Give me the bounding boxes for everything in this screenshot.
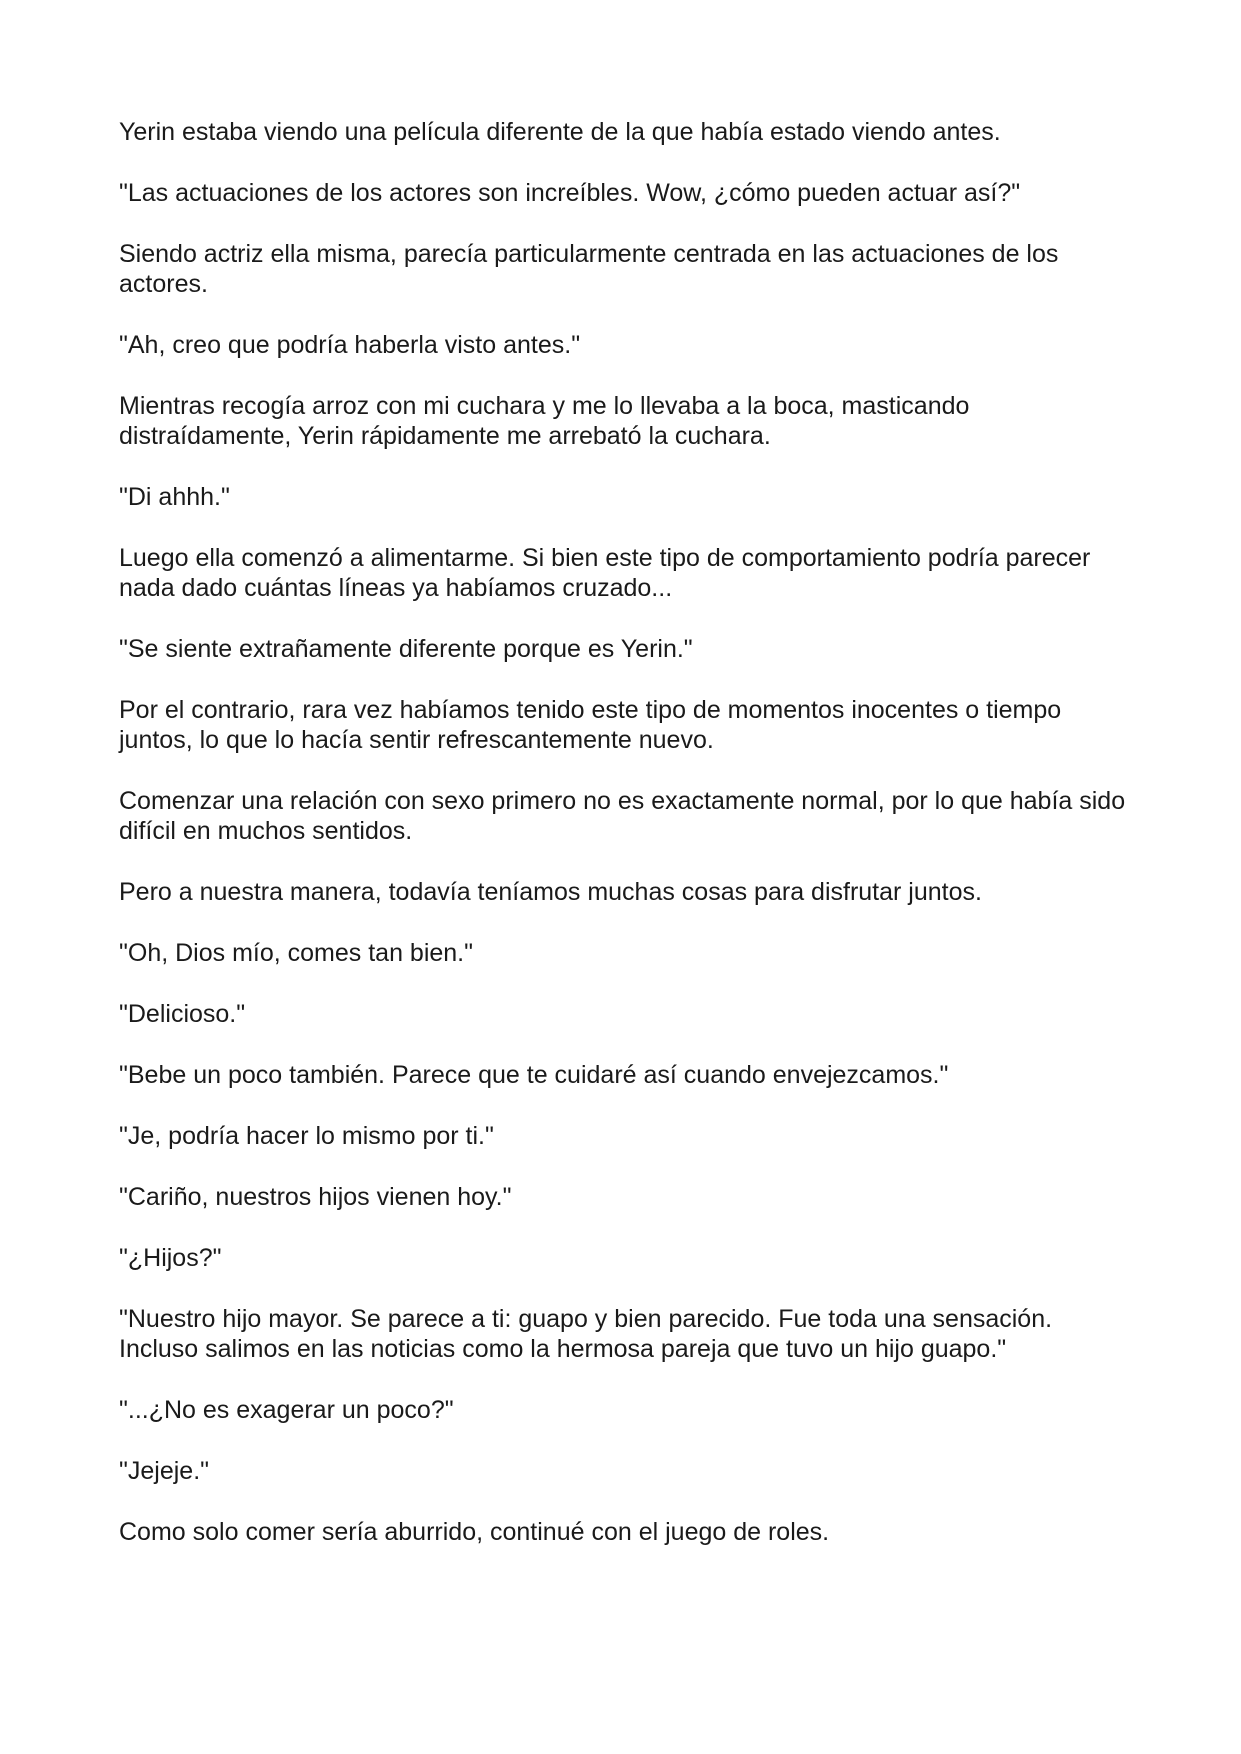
paragraph: "Jejeje." bbox=[119, 1457, 210, 1485]
paragraph: "Las actuaciones de los actores son increíbles. Wow, ¿cómo pueden actuar así?" bbox=[119, 179, 1021, 207]
paragraph: "Se siente extrañamente diferente porque es Yerin." bbox=[119, 635, 693, 663]
paragraph: "Cariño, nuestros hijos vienen hoy." bbox=[119, 1183, 512, 1211]
paragraph: "Nuestro hijo mayor. Se parece a ti: guapo y bien parecido. Fue toda una sensación. Incluso salimos en las noticias como la hermosa pareja que tuvo un hijo guapo." bbox=[119, 1305, 1053, 1363]
paragraph: Siendo actriz ella misma, parecía particularmente centrada en las actuaciones de los actores. bbox=[119, 240, 1059, 298]
paragraph: Por el contrario, rara vez habíamos tenido este tipo de momentos inocentes o tiempo juntos, lo que lo hacía sentir refrescantemente nuevo. bbox=[119, 696, 1062, 754]
paragraph: Pero a nuestra manera, todavía teníamos muchas cosas para disfrutar juntos. bbox=[119, 878, 982, 906]
paragraph: Como solo comer sería aburrido, continué con el juego de roles. bbox=[119, 1518, 830, 1546]
paragraph: "...¿No es exagerar un poco?" bbox=[119, 1396, 454, 1424]
paragraph: Luego ella comenzó a alimentarme. Si bien este tipo de comportamiento podría parecer nada dado cuántas líneas ya habíamos cruzado... bbox=[119, 544, 1091, 602]
paragraph: Yerin estaba viendo una película diferente de la que había estado viendo antes. bbox=[119, 118, 1001, 146]
paragraph: "Di ahhh." bbox=[119, 483, 230, 511]
paragraph: "Je, podría hacer lo mismo por ti." bbox=[119, 1122, 494, 1150]
paragraph: "Delicioso." bbox=[119, 1000, 246, 1028]
paragraph: "¿Hijos?" bbox=[119, 1244, 222, 1272]
paragraph: "Bebe un poco también. Parece que te cuidaré así cuando envejezcamos." bbox=[119, 1061, 949, 1089]
paragraph: "Ah, creo que podría haberla visto antes." bbox=[119, 331, 581, 359]
paragraph: Mientras recogía arroz con mi cuchara y me lo llevaba a la boca, masticando distraídamente, Yerin rápidamente me arrebató la cuchara. bbox=[119, 392, 970, 450]
paragraph: Comenzar una relación con sexo primero no es exactamente normal, por lo que había sido difícil en muchos sentidos. bbox=[119, 787, 1126, 845]
paragraph: "Oh, Dios mío, comes tan bien." bbox=[119, 939, 474, 967]
document-body bbox=[119, 117, 1129, 1578]
